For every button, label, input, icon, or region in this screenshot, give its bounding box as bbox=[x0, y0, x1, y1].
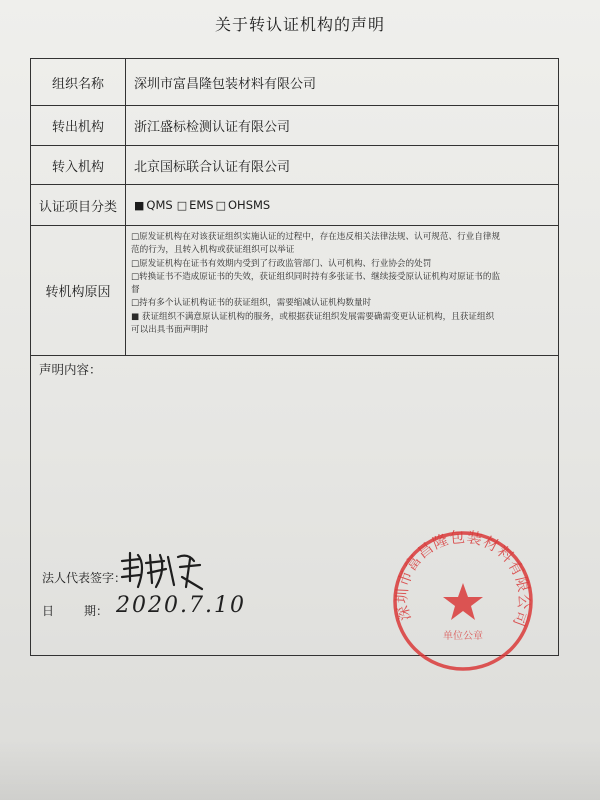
reason-line: 督 bbox=[131, 285, 140, 296]
signature-drawing bbox=[116, 547, 206, 593]
cert-options bbox=[134, 198, 272, 212]
option-qms-label: QMS bbox=[146, 198, 173, 212]
date-label bbox=[42, 602, 108, 619]
company-seal bbox=[383, 521, 543, 681]
handwritten-signature bbox=[116, 547, 206, 597]
declaration-label: 声明内容： bbox=[39, 362, 102, 377]
date-label-part2: 期： bbox=[84, 604, 109, 618]
transfer-out-label: 转出机构 bbox=[31, 106, 126, 145]
row-transfer-in bbox=[31, 146, 558, 185]
transfer-out-value: 浙江盛标检测认证有限公司 bbox=[134, 120, 291, 135]
svg-text:深圳市富昌隆包装材料有限公司: 深圳市富昌隆包装材料有限公司 bbox=[392, 527, 534, 630]
reason-line: □原发证机构在对该获证组织实施认证的过程中，存在违反相关法律法规、认可规范、行业自律规 bbox=[131, 232, 501, 242]
reason-line: ■ 获证组织不满意原认证机构的服务，或根据获证组织发展需要确需变更认证机构，且获证组织 bbox=[131, 311, 495, 322]
row-reasons bbox=[31, 226, 558, 356]
row-transfer-out bbox=[31, 106, 558, 146]
page-title: 关于转认证机构的声明 bbox=[214, 15, 385, 34]
reason-line: 范的行为，且转入机构或获证组织可以举证 bbox=[131, 245, 295, 256]
cert-category-value bbox=[134, 185, 558, 225]
reason-line: 可以出具书面声明时 bbox=[131, 325, 209, 336]
page-shadow bbox=[0, 740, 600, 800]
org-name-value: 深圳市富昌隆包装材料有限公司 bbox=[134, 76, 317, 92]
reasons-label: 转机构原因 bbox=[31, 226, 126, 355]
reason-line: □持有多个认证机构证书的获证组织，需要缩减认证机构数量时 bbox=[131, 298, 372, 309]
transfer-in-label: 转入机构 bbox=[31, 146, 126, 184]
seal-stamp bbox=[383, 521, 543, 681]
declaration-form bbox=[30, 58, 559, 656]
checkbox-ems[interactable]: □ bbox=[176, 198, 188, 212]
reasons-list bbox=[131, 226, 558, 355]
row-cert-category bbox=[31, 185, 558, 226]
checkbox-ohsms[interactable]: □ bbox=[215, 198, 226, 212]
svg-text:单位公章: 单位公章 bbox=[443, 631, 483, 642]
org-name-label: 组织名称 bbox=[31, 59, 126, 105]
checkbox-qms[interactable]: ■ bbox=[134, 198, 145, 212]
option-ohsms-label: OHSMS bbox=[228, 198, 271, 212]
cert-category-label: 认证项目分类 bbox=[31, 185, 126, 225]
date-label-part1: 日 bbox=[42, 604, 55, 618]
option-ems-label: EMS bbox=[189, 198, 214, 212]
row-org-name bbox=[31, 59, 558, 106]
handwritten-date: 2020.7.10 bbox=[116, 593, 246, 618]
transfer-in-value: 北京国标联合认证有限公司 bbox=[134, 159, 291, 175]
reason-line: □原发证机构在证书有效期内受到了行政监管部门、认可机构、行业协会的处罚 bbox=[131, 258, 432, 269]
signature-label: 法人代表签字： bbox=[42, 571, 127, 585]
reason-line: □转换证书不造成原证书的失效，获证组织同时持有多张证书、继续接受原认证机构对原证书的监 bbox=[131, 271, 501, 282]
